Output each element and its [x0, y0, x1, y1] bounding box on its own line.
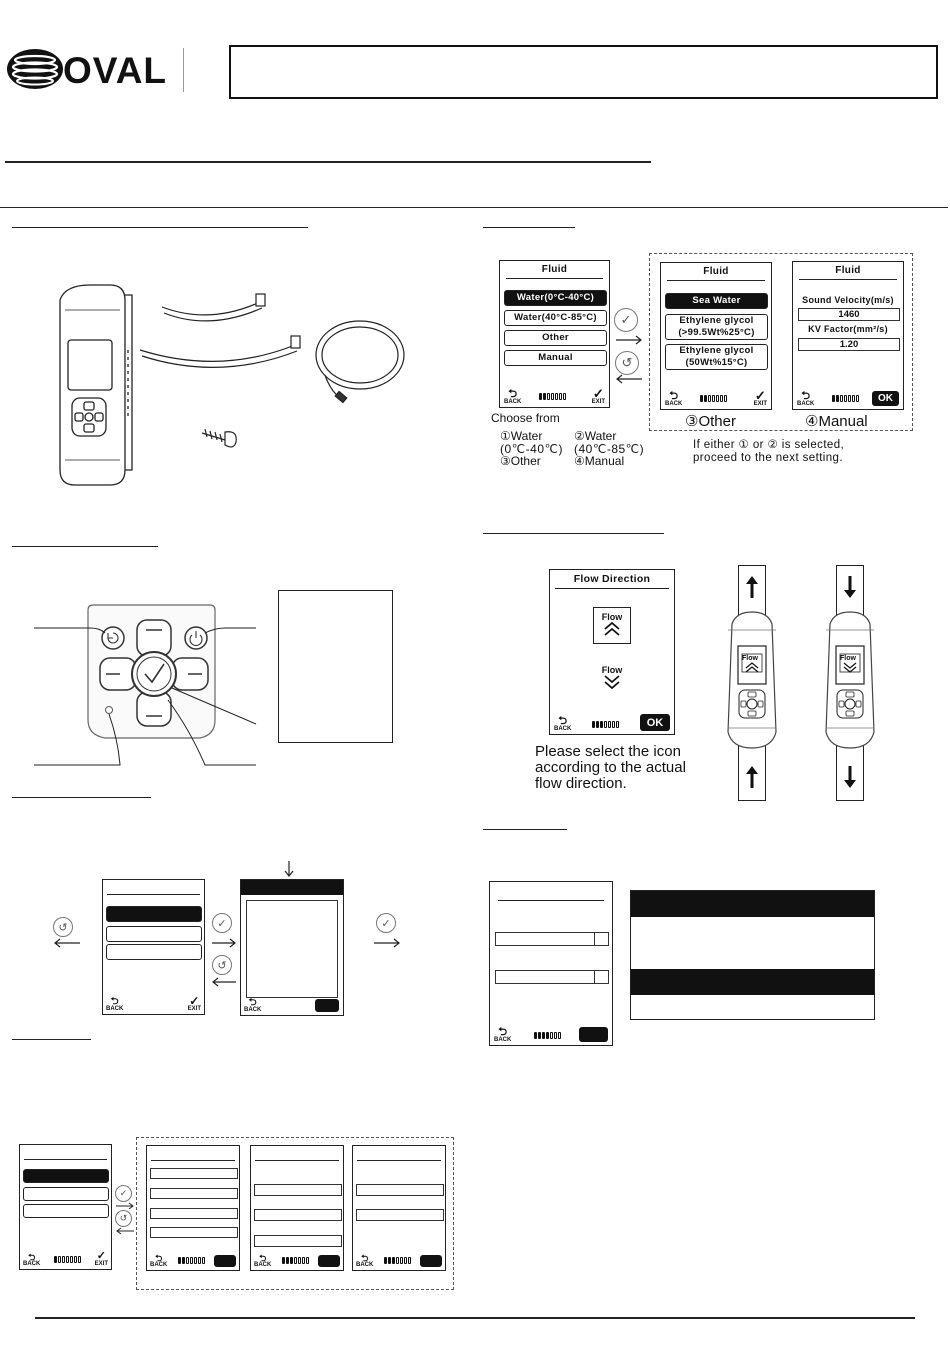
value-field[interactable]: [356, 1209, 444, 1221]
exit-button[interactable]: ✓ EXIT: [753, 388, 767, 407]
table-header: [631, 891, 874, 917]
back-button[interactable]: ⮌ BACK: [356, 1253, 374, 1268]
menu-option[interactable]: [106, 944, 202, 960]
setting-screen-bottom-right: [489, 881, 613, 1046]
oval-logo-mark: [5, 46, 67, 92]
nav-back-icon: ↺: [53, 917, 73, 937]
progress-indicator: [534, 1032, 561, 1039]
cable-ties: [140, 294, 300, 367]
back-button[interactable]: ⮌ BACK: [504, 388, 522, 405]
enter-icon: ✓: [212, 913, 232, 933]
selection-note-line-1: If either ① or ② is selected,: [693, 439, 845, 451]
logo-divider: [183, 48, 184, 92]
choice-2-range: (40℃-85℃): [574, 442, 645, 456]
kv-factor-label: KV Factor(mm²/s): [808, 324, 888, 334]
ok-button[interactable]: [214, 1255, 236, 1267]
back-button[interactable]: ⮌ BACK: [106, 996, 124, 1012]
progress-indicator: [592, 721, 619, 728]
enter-icon: ✓: [376, 913, 396, 933]
arrow-up-icon: [744, 575, 760, 599]
menu-option[interactable]: [23, 1187, 109, 1201]
option-screen-1: [146, 1145, 240, 1271]
keypad-right-button: [172, 658, 208, 690]
enter-icon: ✓: [115, 1185, 132, 1202]
ok-button[interactable]: OK: [640, 714, 670, 731]
back-circle-icon: ↺: [212, 955, 232, 975]
flowmeter-device: [60, 285, 132, 485]
back-button[interactable]: ⮌ BACK: [254, 1253, 272, 1268]
choice-3: ③Other: [500, 454, 541, 468]
flow-up-option[interactable]: Flow: [593, 607, 631, 644]
coiled-tube: [316, 321, 404, 403]
flow-instruction-line-3: flow direction.: [535, 775, 627, 792]
choice-1-range: (0℃-40℃): [500, 442, 563, 456]
fluid-option-sea-water[interactable]: Sea Water: [665, 293, 768, 309]
progress-indicator: [700, 395, 727, 402]
screen-title: Fluid: [541, 264, 568, 275]
back-button[interactable]: ⮌ BACK: [494, 1026, 512, 1043]
keypad-up-button: [137, 620, 171, 656]
section-heading-rule: [483, 533, 664, 534]
ok-button[interactable]: [315, 999, 339, 1012]
progress-indicator: [832, 395, 859, 402]
fluid-manual-screen: [792, 261, 904, 410]
value-field[interactable]: [254, 1235, 342, 1247]
keypad-enter-button: [132, 652, 176, 696]
value-field[interactable]: [150, 1208, 238, 1219]
progress-indicator: [54, 1256, 81, 1263]
mounted-device-down: [822, 610, 878, 750]
arrow-down-icon: [842, 575, 858, 599]
section-heading-rule: [12, 227, 308, 228]
exit-button[interactable]: ✓ EXIT: [94, 1250, 108, 1267]
oval-logo: [5, 46, 185, 92]
ok-button[interactable]: [318, 1255, 340, 1267]
screen-title: Fluid: [703, 266, 729, 277]
device-flow-label-down: Flow: [840, 655, 856, 662]
exit-button[interactable]: ✓ EXIT: [187, 994, 201, 1012]
keypad-power-button: [185, 627, 207, 649]
arrow-left-icon: [52, 938, 82, 948]
other-caption: ③Other: [685, 413, 736, 430]
fluid-choice-screen: [499, 260, 610, 408]
screen-title: Fluid: [835, 265, 861, 276]
arrow-down-icon: [842, 765, 858, 789]
exit-button[interactable]: ✓ EXIT: [591, 386, 605, 405]
value-field[interactable]: [254, 1184, 342, 1196]
back-circle-icon: ↺: [615, 351, 639, 375]
arrow-left-icon: [114, 1227, 136, 1235]
arrow-left-icon: [614, 374, 644, 384]
enter-icon: ✓: [614, 308, 638, 332]
option-screen-2: [250, 1145, 344, 1271]
fluid-option-water-40-85[interactable]: Water(40°C-85°C): [504, 310, 607, 326]
keypad-illustration: [30, 600, 290, 770]
back-button[interactable]: ⮌ BACK: [23, 1252, 41, 1267]
progress-indicator: [178, 1257, 205, 1264]
arrow-down-icon: [284, 860, 294, 878]
device-flow-label-up: Flow: [742, 655, 758, 662]
back-button[interactable]: ⮌ BACK: [244, 997, 262, 1013]
arrow-right-icon: [372, 938, 402, 948]
arrow-right-icon: [210, 938, 238, 948]
fluid-option-ethylene-glycol-99[interactable]: Ethylene glycol (>99.5Wt%25°C): [665, 314, 768, 340]
keypad-left-button: [100, 658, 136, 690]
title-box: [229, 45, 938, 99]
keypad-down-button: [137, 692, 171, 726]
value-field[interactable]: [495, 970, 609, 984]
back-button[interactable]: ⮌ BACK: [797, 390, 815, 407]
selection-note-line-2: proceed to the next setting.: [693, 452, 843, 464]
settings-menu-screen: [19, 1144, 112, 1270]
fluid-option-manual[interactable]: Manual: [504, 350, 607, 366]
section-heading-rule: [12, 797, 151, 798]
progress-indicator: [539, 393, 566, 400]
fluid-option-ethylene-glycol-50[interactable]: Ethylene glycol (50Wt%15°C): [665, 344, 768, 370]
back-button[interactable]: ⮌ BACK: [554, 715, 572, 732]
value-field[interactable]: [150, 1227, 238, 1238]
fluid-option-other[interactable]: Other: [504, 330, 607, 346]
value-field[interactable]: [356, 1184, 444, 1196]
arrow-left-icon: [210, 977, 238, 987]
ok-button[interactable]: [420, 1255, 442, 1267]
progress-indicator: [282, 1257, 309, 1264]
section-heading-rule: [12, 1039, 91, 1040]
menu-option[interactable]: [106, 926, 202, 942]
menu-option[interactable]: [106, 906, 202, 922]
flow-instruction-line-2: according to the actual: [535, 759, 686, 776]
menu-screen: [102, 879, 205, 1015]
settings-table: [630, 890, 875, 1020]
screen-title: Flow Direction: [573, 573, 651, 585]
brand-name: OVAL: [63, 50, 168, 91]
option-screen-3: [352, 1145, 446, 1271]
choice-4: ④Manual: [574, 454, 625, 468]
keypad-back-button: [102, 627, 124, 649]
package-contents-illustration: [40, 280, 420, 490]
table-header: [631, 969, 874, 995]
sound-velocity-label: Sound Velocity(m/s): [802, 295, 894, 305]
value-field[interactable]: [150, 1188, 238, 1199]
flow-instruction-line-1: Please select the icon: [535, 743, 681, 760]
section-heading-rule: [12, 546, 158, 547]
manual-caption: ④Manual: [805, 413, 868, 430]
footer-rule: [35, 1317, 915, 1319]
kv-factor-input[interactable]: 1.20: [798, 338, 900, 351]
section-heading-rule: [483, 227, 575, 228]
value-field[interactable]: [495, 932, 609, 946]
progress-indicator: [384, 1257, 411, 1264]
page-rule: [0, 207, 948, 208]
header-rule: [5, 161, 651, 163]
submenu-screen: [240, 879, 344, 1016]
double-chevron-up-icon: [603, 622, 621, 636]
value-field[interactable]: [254, 1209, 342, 1221]
menu-option[interactable]: [23, 1204, 109, 1218]
mounting-screw: [202, 429, 236, 447]
menu-option[interactable]: [23, 1169, 109, 1183]
table-row: [631, 995, 874, 1019]
ok-button[interactable]: OK: [872, 391, 899, 406]
section-heading-rule: [483, 829, 567, 830]
back-button[interactable]: ⮌ BACK: [665, 390, 683, 407]
value-field[interactable]: [150, 1168, 238, 1179]
arrow-right-icon: [614, 335, 644, 345]
back-button[interactable]: ⮌ BACK: [150, 1253, 168, 1268]
choice-1: ①Water: [500, 429, 543, 443]
choice-2: ②Water: [574, 429, 617, 443]
ok-button[interactable]: [579, 1027, 608, 1042]
back-circle-icon: ↺: [115, 1210, 132, 1227]
arrow-up-icon: [744, 765, 760, 789]
fluid-other-screen: [660, 262, 772, 410]
choose-from-label: Choose from: [491, 411, 560, 425]
flow-down-option[interactable]: Flow: [593, 665, 631, 695]
status-led: [106, 707, 113, 714]
flow-direction-screen: [549, 569, 675, 735]
arrow-right-icon: [114, 1202, 136, 1210]
fluid-option-water-0-40[interactable]: Water(0°C-40°C): [504, 290, 607, 306]
keypad-legend-box: [278, 590, 393, 743]
table-row: [631, 917, 874, 969]
double-chevron-down-icon: [603, 675, 621, 689]
sound-velocity-input[interactable]: 1460: [798, 308, 900, 321]
mounted-device-up: [724, 610, 780, 750]
